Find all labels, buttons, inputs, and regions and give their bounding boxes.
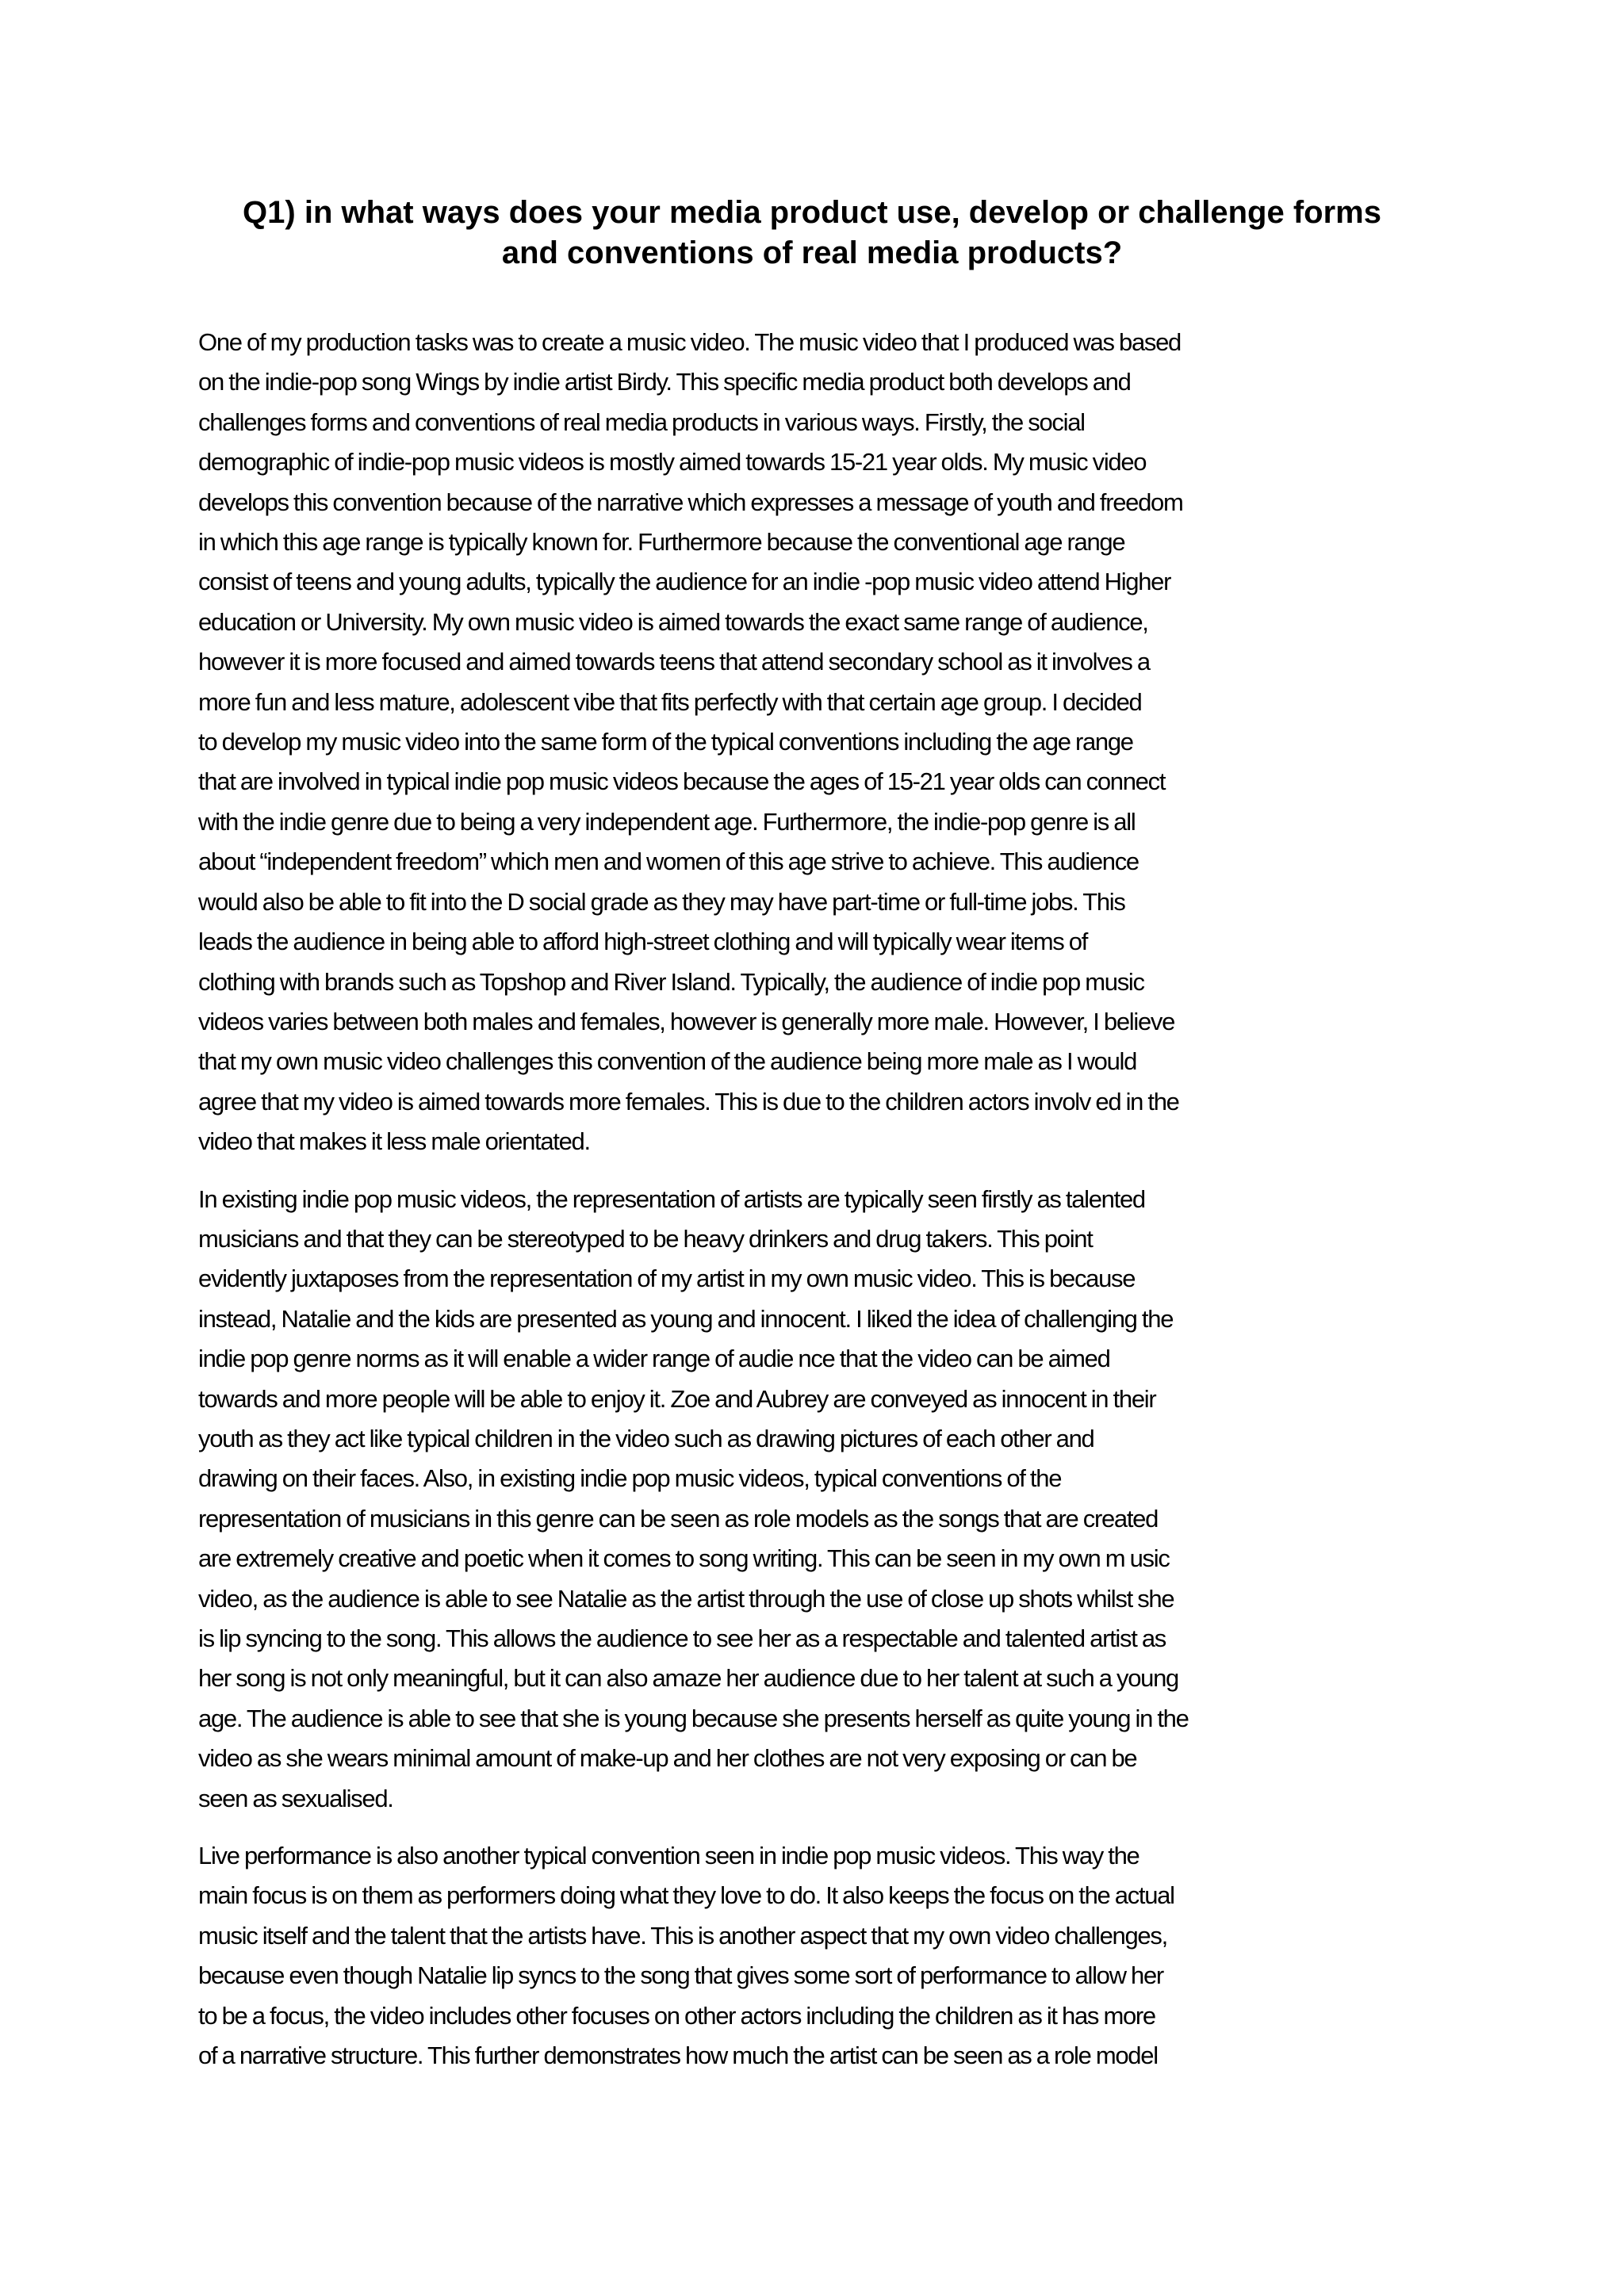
text-line: music itself and the talent that the artists have. This is another aspect that my own video challenges, xyxy=(198,1921,1167,1950)
text-line: seen as sexualised. xyxy=(198,1784,393,1812)
text-line: that my own music video challenges this convention of the audience being more male as I would xyxy=(198,1047,1137,1076)
text-line: indie pop genre norms as it will enable a wider range of audie nce that the video can be aimed xyxy=(198,1345,1110,1373)
text-line: towards and more people will be able to enjoy it. Zoe and Aubrey are conveyed as innocent in their xyxy=(198,1384,1156,1413)
text-line: to develop my music video into the same form of the typical conventions including the age range xyxy=(198,728,1133,756)
text-line: age. The audience is able to see that she is young because she presents herself as quite young in the xyxy=(198,1704,1189,1732)
text-line: however it is more focused and aimed towards teens that attend secondary school as it involves a xyxy=(198,648,1150,676)
paragraph-spacer xyxy=(198,1819,1435,1836)
text-line: her song is not only meaningful, but it can also amaze her audience due to her talent at such a young xyxy=(198,1664,1178,1693)
text-line: education or University. My own music video is aimed towards the exact same range of audience, xyxy=(198,607,1148,636)
paragraph-spacer xyxy=(198,1162,1435,1180)
text-line: agree that my video is aimed towards more females. This is due to the children actors involv ed in the xyxy=(198,1087,1179,1115)
text-line: Live performance is also another typical convention seen in indie pop music videos. This way the xyxy=(198,1842,1139,1870)
text-line: to be a focus, the video includes other focuses on other actors including the children as it has more xyxy=(198,2001,1155,2030)
text-line: is lip syncing to the song. This allows the audience to see her as a respectable and talented artist as xyxy=(198,1624,1166,1652)
text-line: demographic of indie-pop music videos is mostly aimed towards 15-21 year olds. My music video xyxy=(198,448,1147,476)
text-line: musicians and that they can be stereotyped to be heavy drinkers and drug takers. This point xyxy=(198,1224,1093,1253)
text-line: youth as they act like typical children in the video such as drawing pictures of each other and xyxy=(198,1424,1094,1452)
paragraph-1 xyxy=(198,323,1435,1162)
text-line: representation of musicians in this genre can be seen as role models as the songs that are created xyxy=(198,1504,1159,1533)
text-line: challenges forms and conventions of real media products in various ways. Firstly, the social xyxy=(198,408,1085,436)
page-title xyxy=(174,193,1450,274)
text-line: leads the audience in being able to afford high-street clothing and will typically wear items of xyxy=(198,928,1088,956)
title-line-1: Q1) in what ways does your media product use, develop or challenge forms xyxy=(243,195,1381,230)
title-line-2: and conventions of real media products? xyxy=(501,235,1123,270)
text-line: One of my production tasks was to create a music video. The music video that I produced was based xyxy=(198,328,1181,356)
text-line: videos varies between both males and females, however is generally more male. However, I believe xyxy=(198,1007,1175,1035)
text-line: main focus is on them as performers doing what they love to do. It also keeps the focus on the actual xyxy=(198,1881,1174,1910)
paragraph-2 xyxy=(198,1180,1435,1820)
text-line: drawing on their faces. Also, in existing indie pop music videos, typical conventions of the xyxy=(198,1464,1062,1493)
text-line: consist of teens and young adults, typically the audience for an indie -pop music video attend Higher xyxy=(198,568,1171,596)
text-line: on the indie-pop song Wings by indie artist Birdy. This specific media product both develops and xyxy=(198,368,1131,396)
document-body xyxy=(198,323,1435,2076)
text-line: more fun and less mature, adolescent vibe that fits perfectly with that certain age group. I decided xyxy=(198,687,1142,716)
text-line: video that makes it less male orientated. xyxy=(198,1127,590,1156)
paragraph-3 xyxy=(198,1836,1435,2076)
text-line: in which this age range is typically known for. Furthermore because the conventional age range xyxy=(198,528,1125,557)
text-line: video as she wears minimal amount of make-up and her clothes are not very exposing or can be xyxy=(198,1744,1137,1773)
text-line: develops this convention because of the narrative which expresses a message of youth and freedom xyxy=(198,488,1183,516)
text-line: video, as the audience is able to see Natalie as the artist through the use of close up shots whilst she xyxy=(198,1584,1174,1613)
text-line: of a narrative structure. This further demonstrates how much the artist can be seen as a role model xyxy=(198,2042,1158,2070)
text-line: because even though Natalie lip syncs to the song that gives some sort of performance to allow her xyxy=(198,1961,1163,1990)
text-line: instead, Natalie and the kids are presented as young and innocent. I liked the idea of challenging the xyxy=(198,1304,1174,1333)
text-line: about “independent freedom” which men and women of this age strive to achieve. This audience xyxy=(198,848,1139,876)
text-line: evidently juxtaposes from the representation of my artist in my own music video. This is because xyxy=(198,1265,1136,1293)
text-line: that are involved in typical indie pop music videos because the ages of 15-21 year olds can connect xyxy=(198,767,1166,796)
text-line: with the indie genre due to being a very independent age. Furthermore, the indie-pop genre is all xyxy=(198,807,1136,836)
text-line: would also be able to fit into the D social grade as they may have part-time or full-time jobs. This xyxy=(198,887,1125,916)
text-line: clothing with brands such as Topshop and River Island. Typically, the audience of indie pop music xyxy=(198,967,1144,996)
text-line: In existing indie pop music videos, the representation of artists are typically seen firstly as talented xyxy=(198,1184,1145,1213)
text-line: are extremely creative and poetic when it comes to song writing. This can be seen in my own m usic xyxy=(198,1544,1170,1573)
